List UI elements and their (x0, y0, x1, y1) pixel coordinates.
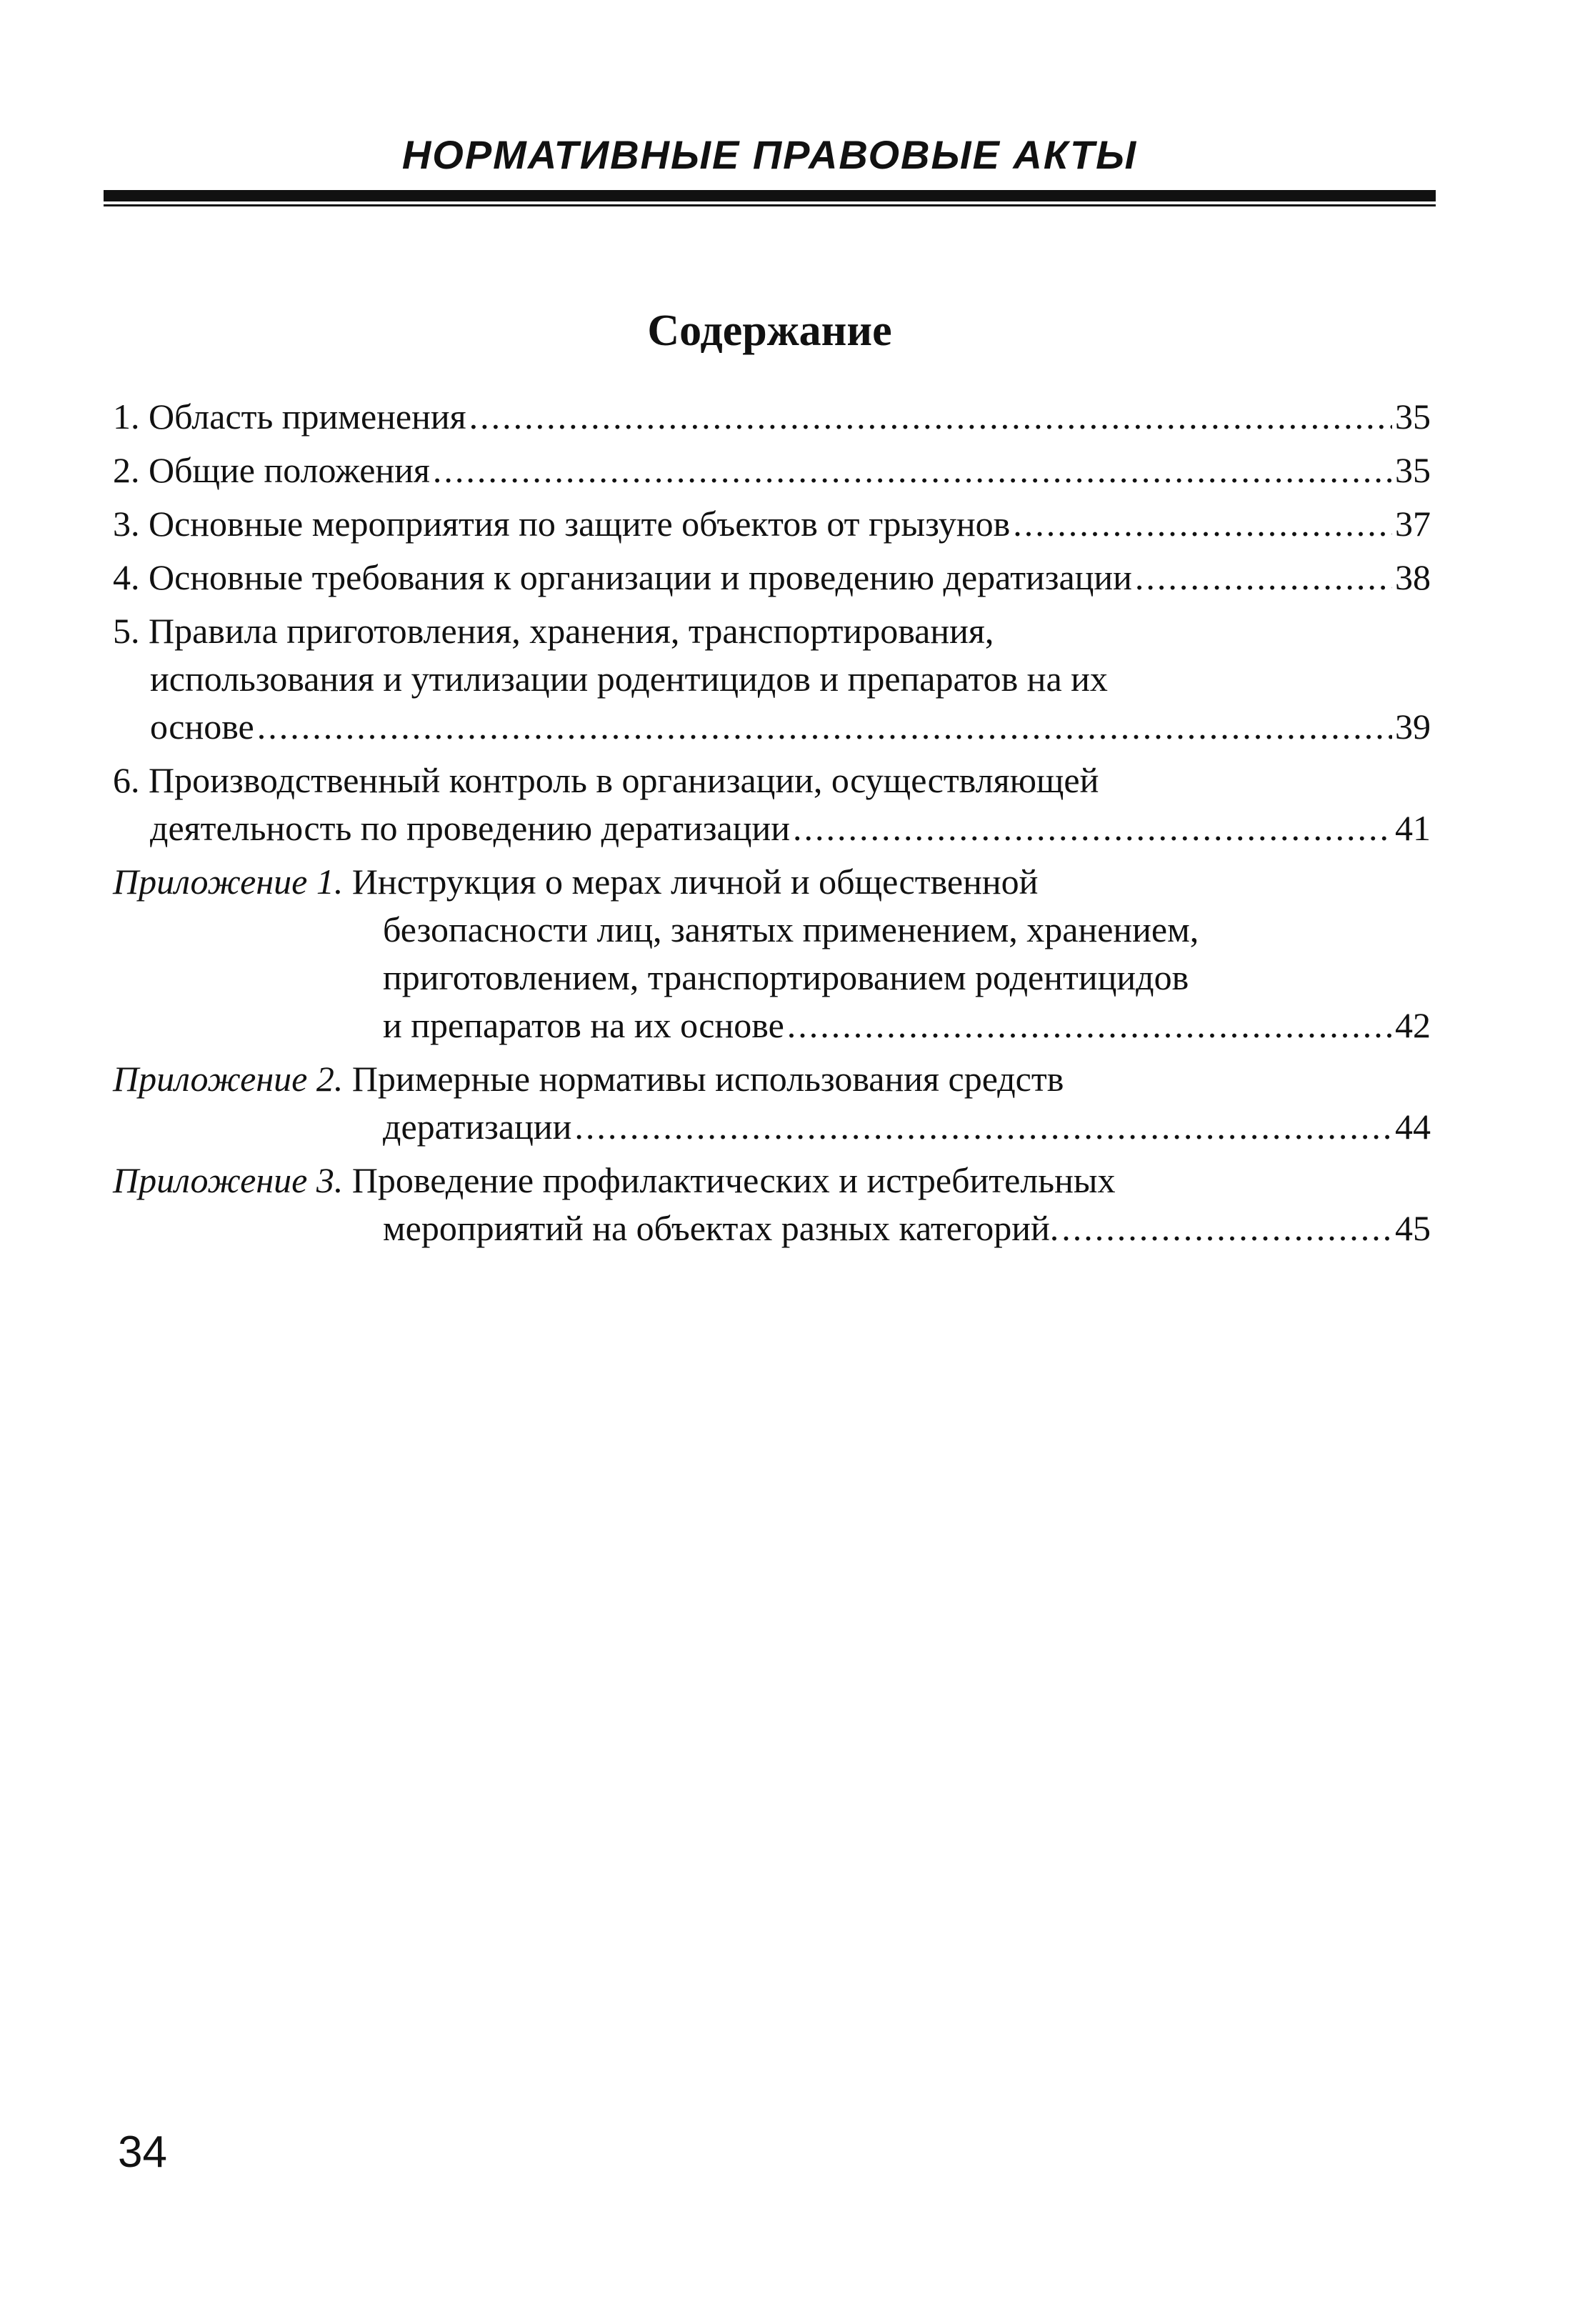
toc-entry-line (113, 1002, 1431, 1049)
toc-entry-3[interactable] (113, 500, 1431, 548)
toc-entry-page: 41 (1395, 808, 1431, 848)
appendix-label: Приложение 2. (113, 1059, 344, 1099)
toc-entry-page: 45 (1395, 1208, 1431, 1248)
toc-leader-dots (469, 393, 1392, 441)
toc-entry-page: 44 (1395, 1107, 1431, 1147)
toc-entry-line (113, 1055, 1431, 1103)
toc-entry-text: Примерные нормативы использования средств (351, 1059, 1064, 1099)
toc-appendix-1[interactable] (113, 858, 1431, 1049)
toc-entry-page: 39 (1395, 707, 1431, 747)
toc-entry-text: безопасности лиц, занятых применением, хранением, (383, 909, 1199, 949)
toc-leader-dots (574, 1103, 1392, 1151)
toc-appendix-2[interactable] (113, 1055, 1431, 1151)
toc-entry-text: 6. Производственный контроль в организации, осуществляющей (113, 760, 1099, 800)
appendix-label: Приложение 1. (113, 862, 344, 902)
toc-entry-text: Проведение профилактических и истребительных (351, 1160, 1116, 1200)
toc-entry-line (113, 703, 1431, 751)
toc-entry-page: 38 (1395, 557, 1431, 597)
toc-entry-text: и препаратов на их основе (383, 1005, 784, 1045)
toc-entry-2[interactable] (113, 447, 1431, 494)
toc-entry-1[interactable] (113, 393, 1431, 441)
toc-entry-page: 35 (1395, 397, 1431, 437)
toc-entry-line (113, 554, 1431, 602)
toc-leader-dots (433, 447, 1392, 494)
toc-entry-line (113, 393, 1431, 441)
toc-entry-text: 4. Основные требования к организации и проведению дератизации (113, 557, 1132, 597)
toc-entry-text: приготовлением, транспортированием родентицидов (383, 957, 1189, 997)
toc-entry-page: 42 (1395, 1005, 1431, 1045)
toc-leader-dots (1061, 1205, 1392, 1252)
toc-entry-text: Инструкция о мерах личной и общественной (351, 862, 1039, 902)
table-of-contents (113, 393, 1431, 1258)
toc-entry-line (113, 858, 1431, 906)
page-number: 34 (118, 2128, 167, 2177)
toc-entry-text: 5. Правила приготовления, хранения, транспортирования, (113, 611, 994, 651)
toc-appendix-3[interactable] (113, 1157, 1431, 1252)
toc-leader-dots (787, 1002, 1392, 1049)
toc-title: Содержание (647, 306, 892, 355)
toc-entry-6[interactable] (113, 757, 1431, 852)
toc-entry-text: 1. Область применения (113, 397, 466, 437)
toc-entry-line (113, 447, 1431, 494)
running-head: НОРМАТИВНЫЕ ПРАВОВЫЕ АКТЫ (401, 132, 1138, 177)
toc-entry-line (113, 804, 1431, 852)
header-rule-thin (104, 204, 1436, 206)
toc-entry-text: использования и утилизации родентицидов и препаратов на их (150, 659, 1108, 699)
toc-leader-dots (257, 703, 1392, 751)
toc-leader-dots (793, 804, 1392, 852)
toc-entry-text: дератизации (383, 1107, 572, 1147)
toc-entry-text: 2. Общие положения (113, 450, 430, 490)
toc-entry-5[interactable] (113, 607, 1431, 751)
toc-entry-text: деятельность по проведению дератизации (150, 808, 790, 848)
toc-entry-line (113, 1157, 1431, 1205)
toc-entry-line (113, 1103, 1431, 1151)
toc-entry-text: мероприятий на объектах разных категорий. (383, 1208, 1059, 1248)
toc-leader-dots (1013, 500, 1392, 548)
toc-entry-line (113, 1205, 1431, 1252)
toc-entry-4[interactable] (113, 554, 1431, 602)
toc-entry-text: 3. Основные мероприятия по защите объектов от грызунов (113, 504, 1011, 544)
toc-entry-line (113, 500, 1431, 548)
header-rule-thick (104, 190, 1436, 201)
appendix-label: Приложение 3. (113, 1160, 344, 1200)
toc-leader-dots (1135, 554, 1392, 602)
toc-entry-page: 35 (1395, 450, 1431, 490)
toc-entry-text: основе (150, 707, 254, 747)
toc-entry-page: 37 (1395, 504, 1431, 544)
